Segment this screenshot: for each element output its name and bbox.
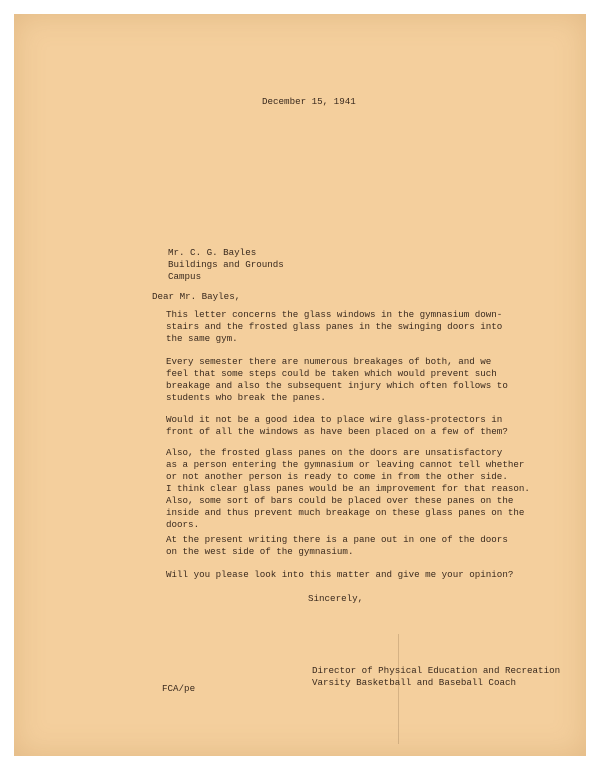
signature-title: Director of Physical Education and Recreation	[312, 665, 561, 676]
recipient-location: Campus	[168, 271, 202, 282]
recipient-department: Buildings and Grounds	[168, 259, 284, 270]
paragraph-1: This letter concerns the glass windows in the gymnasium down- stairs and the frosted glass panes in the swinging doors into the same gym.	[166, 309, 503, 344]
recipient-name: Mr. C. G. Bayles	[168, 247, 257, 258]
recipient-address	[168, 247, 284, 283]
paragraph-3: Would it not be a good idea to place wire glass-protectors in front of all the windows as have been placed on a few of them?	[166, 414, 508, 437]
closing: Sincerely,	[308, 593, 364, 604]
paragraph-6: Will you please look into this matter and give me your opinion?	[166, 569, 514, 580]
signature-block	[312, 665, 560, 689]
paper-crease	[398, 634, 399, 744]
letter-date: December 15, 1941	[262, 96, 356, 107]
reference-initials: FCA/pe	[162, 683, 196, 694]
salutation: Dear Mr. Bayles,	[152, 291, 241, 302]
paragraph-4: Also, the frosted glass panes on the doors are unsatisfactory as a person entering the gymnasium or leaving cannot tell whether or not another person is ready to come in from the other side. I think clear glass panes would be an improvement for that reason. Also, some sort of bars could be placed over these panes on the inside and thus prevent much breakage on these glass panes on the doors.	[166, 447, 530, 530]
paragraph-2: Every semester there are numerous breakages of both, and we feel that some steps could be taken which would prevent such breakage and also the subsequent injury which often follows to students who break the panes.	[166, 356, 508, 403]
paragraph-5: At the present writing there is a pane out in one of the doors on the west side of the gymnasium.	[166, 534, 508, 557]
signature-subtitle: Varsity Basketball and Baseball Coach	[312, 677, 516, 688]
